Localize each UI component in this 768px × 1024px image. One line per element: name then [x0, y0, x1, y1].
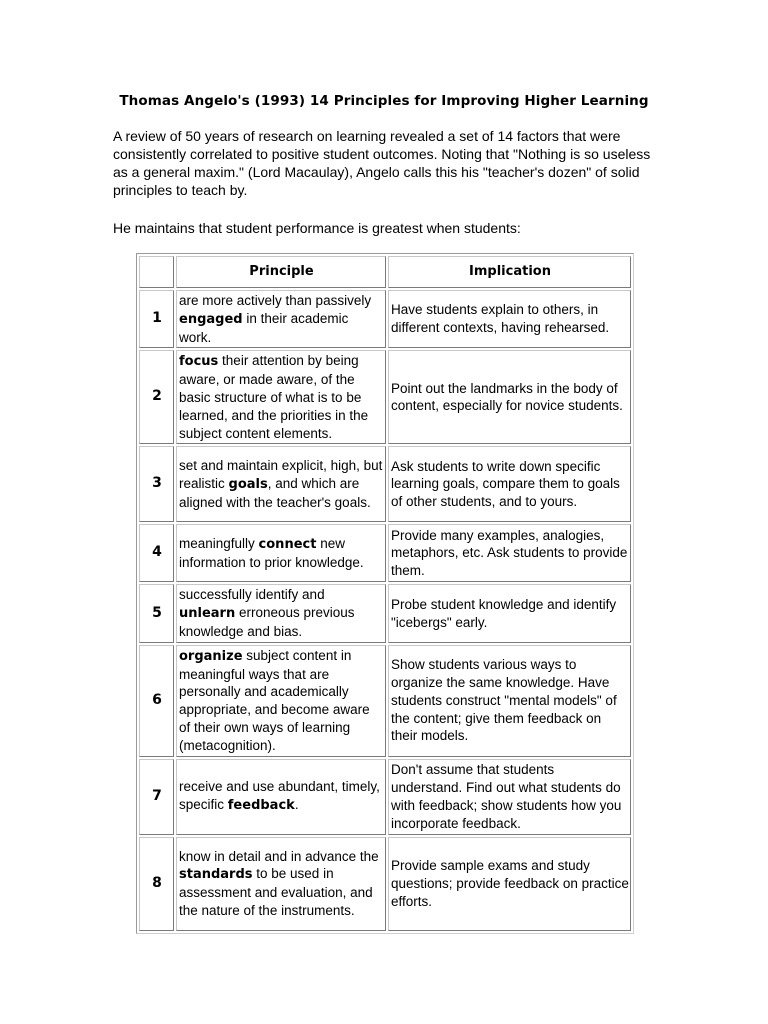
implication-cell: Ask students to write down specific learning goals, compare them to goals of other students, and to yours.	[388, 446, 631, 522]
principle-text-after: new information to prior knowledge.	[179, 536, 364, 570]
principle-cell	[176, 759, 386, 835]
principle-text-after: their attention by being aware, or made aware, of the basic structure of what is to be learned, and the priorities in the subject content elements.	[179, 353, 369, 441]
principle-text-after: .	[294, 797, 299, 813]
table-row	[139, 837, 631, 931]
page-title: Thomas Angelo's (1993) 14 Principles for Improving Higher Learning	[119, 93, 649, 109]
principle-text-before: meaningfully	[179, 536, 259, 552]
principle-text-before: are more actively than passively	[179, 293, 372, 308]
principle-text-before: successfully identify and	[179, 587, 325, 603]
principle-keyword: standards	[179, 867, 253, 883]
principle-text-before: know in detail and in advance the	[179, 848, 379, 864]
principle-number: 7	[139, 759, 174, 835]
implication-cell: Show students various ways to organize the same knowledge. Have students construct "mental models" of the content; give them feedback on their models.	[388, 645, 631, 757]
principle-number: 5	[139, 584, 174, 642]
principle-text-before: receive and use abundant, timely, specific	[179, 779, 380, 813]
implication-cell: Don't assume that students understand. Find out what students do with feedback; show students how you incorporate feedback.	[388, 759, 631, 835]
principle-text-after: to be used in assessment and evaluation, and the nature of the instruments.	[179, 866, 373, 919]
lead-paragraph: He maintains that student performance is greatest when students:	[113, 220, 521, 236]
intro-paragraph: A review of 50 years of research on learning revealed a set of 14 factors that were consistently correlated to positive student outcomes. Noting that "Nothing is so useless as a general maxim." (Lord Macaulay), Angelo calls this his "teacher's dozen" of solid principles to teach by.	[113, 128, 651, 198]
principle-number: 4	[139, 524, 174, 582]
header-implication: Implication	[388, 256, 631, 288]
header-number-cell	[139, 256, 174, 288]
principle-cell	[176, 837, 386, 931]
principle-text-after: erroneous previous knowledge and bias.	[179, 605, 355, 639]
principle-number: 1	[139, 290, 174, 348]
principle-text-after: subject content in meaningful ways that are personally and academically appropriate, and become aware of their own ways of learning (metacognition).	[179, 647, 370, 753]
table-row	[139, 524, 631, 582]
table-row	[139, 759, 631, 835]
implication-cell: Have students explain to others, in different contexts, having rehearsed.	[388, 290, 631, 348]
implication-cell: Probe student knowledge and identify "icebergs" early.	[388, 584, 631, 642]
implication-cell: Point out the landmarks in the body of content, especially for novice students.	[388, 350, 631, 444]
principle-keyword: goals	[228, 476, 268, 492]
principle-keyword: engaged	[179, 311, 243, 327]
principle-keyword: organize	[179, 648, 243, 664]
implication-cell: Provide sample exams and study questions; provide feedback on practice efforts.	[388, 837, 631, 931]
principle-number: 8	[139, 837, 174, 931]
table-row	[139, 350, 631, 444]
principle-keyword: feedback	[227, 798, 295, 814]
table-row	[139, 290, 631, 348]
table-row	[139, 446, 631, 522]
implication-cell: Provide many examples, analogies, metaphors, etc. Ask students to provide them.	[388, 524, 631, 582]
principle-cell	[176, 446, 386, 522]
table-row	[139, 645, 631, 757]
principle-cell	[176, 290, 386, 348]
principle-cell	[176, 524, 386, 582]
principle-cell	[176, 645, 386, 757]
principle-text-after: in their academic work.	[179, 310, 349, 345]
principle-keyword: connect	[258, 537, 317, 553]
table-row	[139, 584, 631, 642]
principles-table-frame	[136, 253, 634, 934]
principle-number: 6	[139, 645, 174, 757]
principles-table	[137, 254, 633, 933]
principle-number: 2	[139, 350, 174, 444]
header-principle: Principle	[176, 256, 386, 288]
principle-cell	[176, 584, 386, 642]
principle-text-after: , and which are aligned with the teacher's goals.	[179, 475, 371, 510]
principle-cell	[176, 350, 386, 444]
table-header-row	[139, 256, 631, 288]
principle-keyword: unlearn	[179, 606, 236, 622]
principle-keyword: focus	[179, 354, 219, 370]
principle-text-before: set and maintain explicit, high, but realistic	[179, 458, 383, 491]
principle-number: 3	[139, 446, 174, 522]
